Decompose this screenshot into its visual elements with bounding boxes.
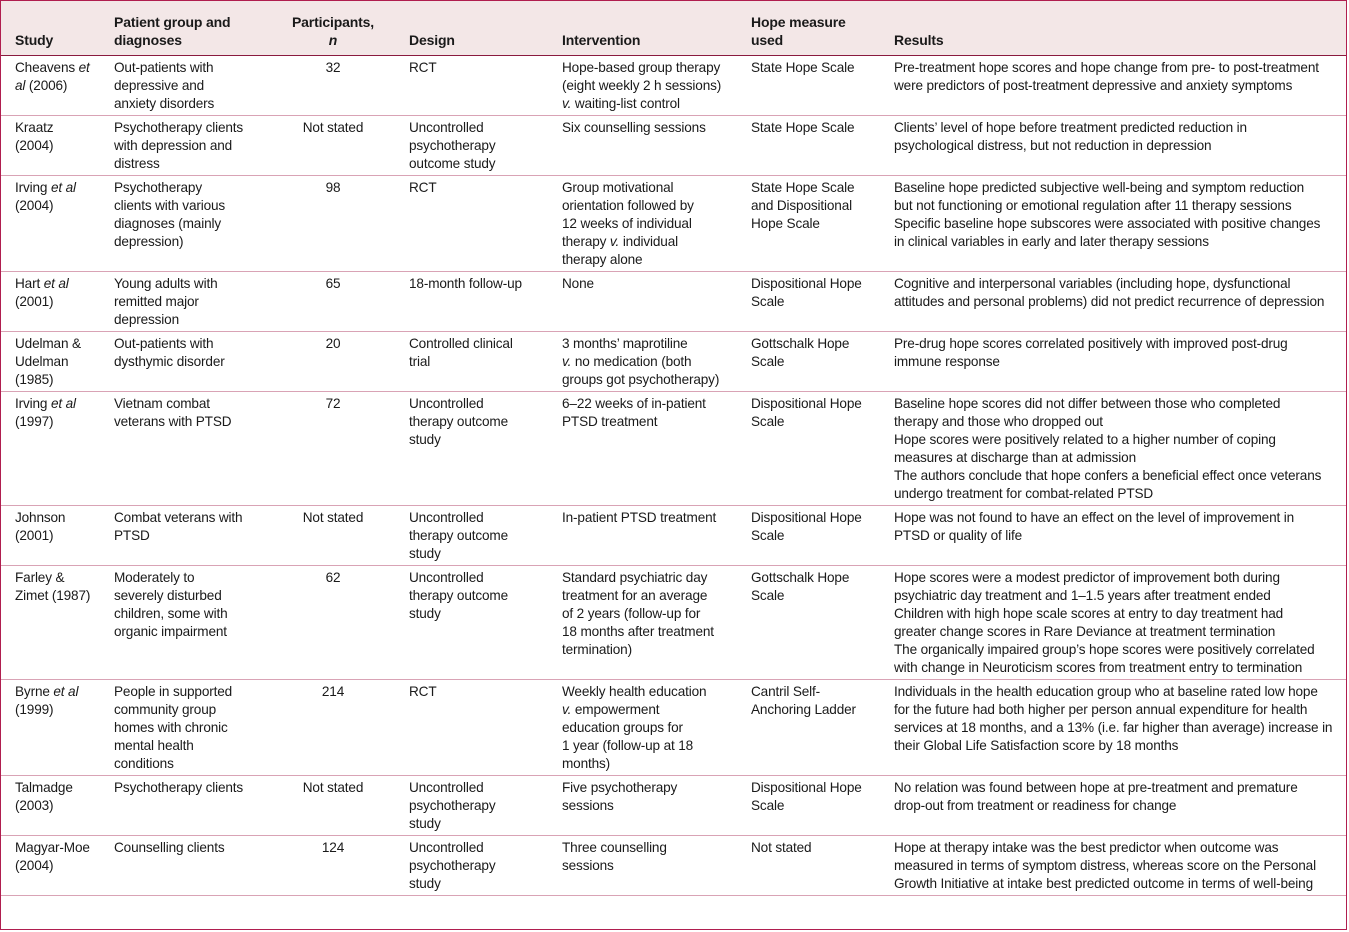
cell-design bbox=[395, 116, 548, 176]
cell-participants-line: 20 bbox=[325, 336, 341, 351]
cell-patients bbox=[100, 332, 271, 392]
cell-patients-line: depressive and bbox=[114, 78, 205, 93]
cell-measure-line: Dispositional Hope bbox=[751, 780, 862, 795]
cell-participants-line: 72 bbox=[325, 396, 341, 411]
cell-results bbox=[880, 506, 1346, 566]
cell-patients-line: organic impairment bbox=[114, 624, 227, 639]
table-row bbox=[1, 116, 1346, 176]
cell-intervention-line: sessions bbox=[562, 858, 614, 873]
cell-intervention bbox=[548, 776, 737, 836]
cell-results-line: undergo treatment for combat-related PTSD bbox=[894, 486, 1154, 501]
cell-results-line: were predictors of post-treatment depressive and anxiety symptoms bbox=[894, 78, 1293, 93]
cell-results-line: Specific baseline hope subscores were associated with positive changes bbox=[894, 216, 1321, 231]
cell-results-line: Growth Initiative at intake best predicted outcome in terms of well-being bbox=[894, 876, 1313, 891]
cell-intervention bbox=[548, 56, 737, 116]
cell-measure bbox=[737, 506, 880, 566]
cell-measure-line: Anchoring Ladder bbox=[751, 702, 856, 717]
table-row bbox=[1, 392, 1346, 506]
cell-design-line: RCT bbox=[409, 180, 437, 195]
cell-participants-line: Not stated bbox=[302, 510, 364, 525]
cell-intervention-line: Standard psychiatric day bbox=[562, 570, 708, 585]
cell-participants bbox=[271, 506, 395, 566]
cell-patients-line: diagnoses (mainly bbox=[114, 216, 222, 231]
cell-intervention bbox=[548, 116, 737, 176]
cell-intervention-line: Three counselling bbox=[562, 840, 667, 855]
cell-measure bbox=[737, 116, 880, 176]
cell-study-line: Talmadge bbox=[15, 780, 73, 795]
cell-patients-line: community group bbox=[114, 702, 217, 717]
cell-patients-line: veterans with PTSD bbox=[114, 414, 232, 429]
cell-design-line: therapy outcome bbox=[409, 528, 509, 543]
cell-measure-line: Gottschalk Hope bbox=[751, 336, 850, 351]
cell-patients-line: Out-patients with bbox=[114, 60, 214, 75]
cell-results-line: but not functioning or emotional regulation after 11 therapy sessions bbox=[894, 198, 1292, 213]
table-row bbox=[1, 836, 1346, 896]
cell-patients-line: distress bbox=[114, 156, 160, 171]
cell-study-line: Zimet (1987) bbox=[15, 588, 91, 603]
table-row bbox=[1, 566, 1346, 680]
cell-patients-line: depression) bbox=[114, 234, 184, 249]
cell-intervention-line: treatment for an average bbox=[562, 588, 708, 603]
cell-results-line: Hope at therapy intake was the best predictor when outcome was bbox=[894, 840, 1279, 855]
cell-intervention-line: 3 months’ maprotiline bbox=[562, 336, 688, 351]
cell-design bbox=[395, 680, 548, 776]
cell-intervention-line: Six counselling sessions bbox=[562, 120, 706, 135]
cell-study-line: (1999) bbox=[15, 702, 54, 717]
cell-results bbox=[880, 836, 1346, 896]
cell-design-line: therapy outcome bbox=[409, 588, 509, 603]
cell-design bbox=[395, 836, 548, 896]
cell-participants bbox=[271, 680, 395, 776]
cell-results bbox=[880, 566, 1346, 680]
cell-study-line: Irving et al bbox=[15, 396, 76, 411]
table-row bbox=[1, 776, 1346, 836]
cell-results bbox=[880, 176, 1346, 272]
cell-design-line: Uncontrolled bbox=[409, 510, 484, 525]
cell-study bbox=[1, 272, 100, 332]
cell-results-line: The authors conclude that hope confers a beneficial effect once veterans bbox=[894, 468, 1322, 483]
cell-patients-line: Moderately to bbox=[114, 570, 195, 585]
cell-patients-line: homes with chronic bbox=[114, 720, 228, 735]
cell-participants bbox=[271, 116, 395, 176]
cell-intervention bbox=[548, 176, 737, 272]
cell-intervention-line: orientation followed by bbox=[562, 198, 694, 213]
cell-results-line: Pre-treatment hope scores and hope change from pre- to post-treatment bbox=[894, 60, 1319, 75]
cell-patients-line: Vietnam combat bbox=[114, 396, 210, 411]
cell-intervention bbox=[548, 506, 737, 566]
cell-study-line: (1997) bbox=[15, 414, 54, 429]
cell-design-line: Uncontrolled bbox=[409, 780, 484, 795]
cell-study-line: (2004) bbox=[15, 858, 54, 873]
cell-intervention-line: of 2 years (follow-up for bbox=[562, 606, 701, 621]
cell-study bbox=[1, 176, 100, 272]
cell-study-line: Cheavens et bbox=[15, 60, 90, 75]
cell-patients-line: PTSD bbox=[114, 528, 150, 543]
table-row bbox=[1, 56, 1346, 116]
cell-measure bbox=[737, 566, 880, 680]
cell-design-line: RCT bbox=[409, 60, 437, 75]
cell-intervention-line: sessions bbox=[562, 798, 614, 813]
cell-measure bbox=[737, 392, 880, 506]
cell-intervention-line: months) bbox=[562, 756, 611, 771]
table-row bbox=[1, 176, 1346, 272]
cell-intervention bbox=[548, 272, 737, 332]
cell-study-line: (2001) bbox=[15, 294, 54, 309]
cell-participants-line: Not stated bbox=[302, 780, 364, 795]
cell-intervention-line: 18 months after treatment bbox=[562, 624, 714, 639]
cell-measure bbox=[737, 680, 880, 776]
cell-measure-line: Gottschalk Hope bbox=[751, 570, 850, 585]
cell-results-line: Baseline hope scores did not differ between those who completed bbox=[894, 396, 1281, 411]
cell-intervention-line: Weekly health education bbox=[562, 684, 707, 699]
cell-patients-line: Psychotherapy clients bbox=[114, 780, 244, 795]
cell-results-line: in clinical variables in early and later therapy sessions bbox=[894, 234, 1209, 249]
cell-design-line: Controlled clinical bbox=[409, 336, 513, 351]
cell-results-line: Hope was not found to have an effect on the level of improvement in bbox=[894, 510, 1295, 525]
cell-patients-line: People in supported bbox=[114, 684, 233, 699]
cell-design bbox=[395, 776, 548, 836]
cell-study-line: al (2006) bbox=[15, 78, 68, 93]
cell-intervention-line: groups got psychotherapy) bbox=[562, 372, 720, 387]
cell-design-line: study bbox=[409, 876, 441, 891]
cell-design bbox=[395, 56, 548, 116]
cell-design bbox=[395, 392, 548, 506]
cell-results-line: immune response bbox=[894, 354, 1000, 369]
cell-results bbox=[880, 332, 1346, 392]
cell-measure bbox=[737, 272, 880, 332]
cell-patients-line: Out-patients with bbox=[114, 336, 214, 351]
cell-design-line: psychotherapy bbox=[409, 138, 496, 153]
cell-patients-line: conditions bbox=[114, 756, 174, 771]
cell-intervention bbox=[548, 332, 737, 392]
cell-participants-line: 214 bbox=[321, 684, 345, 699]
cell-design-line: trial bbox=[409, 354, 431, 369]
cell-measure-line: Cantril Self- bbox=[751, 684, 821, 699]
cell-results-line: Hope scores were a modest predictor of improvement both during bbox=[894, 570, 1280, 585]
cell-measure-line: Scale bbox=[751, 588, 785, 603]
cell-study-line: Farley & bbox=[15, 570, 65, 585]
cell-measure bbox=[737, 176, 880, 272]
cell-intervention-line: In-patient PTSD treatment bbox=[562, 510, 717, 525]
cell-study-line: Irving et al bbox=[15, 180, 76, 195]
cell-patients-line: Counselling clients bbox=[114, 840, 225, 855]
cell-design-line: study bbox=[409, 816, 441, 831]
cell-study-line: Udelman bbox=[15, 354, 69, 369]
cell-measure bbox=[737, 56, 880, 116]
cell-results-line: Cognitive and interpersonal variables (including hope, dysfunctional bbox=[894, 276, 1291, 291]
cell-results-line: with change in Neuroticism scores from treatment entry to termination bbox=[894, 660, 1303, 675]
cell-measure-line: and Dispositional bbox=[751, 198, 852, 213]
header-intervention: Intervention bbox=[548, 1, 737, 56]
cell-results-line: for the future had both higher per person annual expenditure for health bbox=[894, 702, 1308, 717]
table-row bbox=[1, 332, 1346, 392]
cell-measure-line: Dispositional Hope bbox=[751, 276, 862, 291]
cell-participants bbox=[271, 392, 395, 506]
cell-results-line: therapy and those who dropped out bbox=[894, 414, 1103, 429]
cell-measure-line: Scale bbox=[751, 528, 785, 543]
cell-intervention-line: 1 year (follow-up at 18 bbox=[562, 738, 694, 753]
cell-study bbox=[1, 680, 100, 776]
cell-results-line: psychological distress, but not reduction in depression bbox=[894, 138, 1212, 153]
cell-measure bbox=[737, 332, 880, 392]
cell-measure-line: Dispositional Hope bbox=[751, 396, 862, 411]
cell-participants bbox=[271, 272, 395, 332]
cell-measure-line: Scale bbox=[751, 414, 785, 429]
cell-measure-line: Hope Scale bbox=[751, 216, 820, 231]
cell-participants bbox=[271, 176, 395, 272]
cell-participants bbox=[271, 566, 395, 680]
cell-patients-line: Psychotherapy clients bbox=[114, 120, 244, 135]
cell-patients bbox=[100, 272, 271, 332]
cell-intervention-line: 6–22 weeks of in-patient bbox=[562, 396, 706, 411]
cell-intervention bbox=[548, 836, 737, 896]
header-patients: Patient group and diagnoses bbox=[100, 1, 271, 56]
cell-results-line: PTSD or quality of life bbox=[894, 528, 1023, 543]
cell-patients bbox=[100, 836, 271, 896]
cell-results-line: greater change scores in Rare Deviance at treatment termination bbox=[894, 624, 1276, 639]
cell-intervention bbox=[548, 392, 737, 506]
cell-patients-line: severely disturbed bbox=[114, 588, 222, 603]
cell-intervention-line: v. no medication (both bbox=[562, 354, 692, 369]
cell-results-line: Hope scores were positively related to a higher number of coping bbox=[894, 432, 1276, 447]
cell-design bbox=[395, 176, 548, 272]
cell-design-line: therapy outcome bbox=[409, 414, 509, 429]
cell-measure-line: State Hope Scale bbox=[751, 120, 855, 135]
cell-intervention-line: None bbox=[562, 276, 594, 291]
cell-patients bbox=[100, 506, 271, 566]
cell-design-line: outcome study bbox=[409, 156, 496, 171]
header-row bbox=[1, 1, 1346, 56]
cell-study-line: Magyar-Moe bbox=[15, 840, 90, 855]
cell-study bbox=[1, 836, 100, 896]
cell-patients bbox=[100, 56, 271, 116]
cell-study-line: Kraatz (2004) bbox=[15, 120, 54, 153]
cell-patients-line: anxiety disorders bbox=[114, 96, 215, 111]
table-row bbox=[1, 506, 1346, 566]
cell-results bbox=[880, 392, 1346, 506]
cell-patients bbox=[100, 680, 271, 776]
cell-patients-line: depression bbox=[114, 312, 180, 327]
cell-results-line: their Global Life Satisfaction score by 18 months bbox=[894, 738, 1179, 753]
cell-design-line: Uncontrolled bbox=[409, 570, 484, 585]
cell-patients bbox=[100, 116, 271, 176]
cell-results-line: Individuals in the health education group who at baseline rated low hope bbox=[894, 684, 1318, 699]
cell-results-line: measures at discharge than at admission bbox=[894, 450, 1136, 465]
cell-patients bbox=[100, 392, 271, 506]
cell-participants-line: 65 bbox=[325, 276, 341, 291]
cell-study bbox=[1, 566, 100, 680]
cell-study bbox=[1, 506, 100, 566]
cell-study bbox=[1, 776, 100, 836]
cell-results-line: Clients’ level of hope before treatment predicted reduction in bbox=[894, 120, 1247, 135]
cell-intervention-line: Five psychotherapy bbox=[562, 780, 678, 795]
cell-design-line: study bbox=[409, 546, 441, 561]
cell-patients-line: children, some with bbox=[114, 606, 228, 621]
cell-measure-line: Scale bbox=[751, 798, 785, 813]
cell-participants-line: 124 bbox=[321, 840, 345, 855]
cell-measure-line: State Hope Scale bbox=[751, 180, 855, 195]
cell-patients-line: Combat veterans with bbox=[114, 510, 243, 525]
cell-design bbox=[395, 332, 548, 392]
cell-design-line: psychotherapy bbox=[409, 858, 496, 873]
cell-patients-line: Young adults with bbox=[114, 276, 218, 291]
cell-intervention-line: v. waiting-list control bbox=[562, 96, 680, 111]
cell-participants bbox=[271, 776, 395, 836]
cell-patients bbox=[100, 176, 271, 272]
cell-results bbox=[880, 272, 1346, 332]
cell-design bbox=[395, 272, 548, 332]
cell-design-line: study bbox=[409, 432, 441, 447]
cell-measure bbox=[737, 776, 880, 836]
cell-intervention bbox=[548, 680, 737, 776]
cell-study bbox=[1, 116, 100, 176]
cell-results-line: Baseline hope predicted subjective well-being and symptom reduction bbox=[894, 180, 1305, 195]
cell-study-line: Udelman & bbox=[15, 336, 81, 351]
cell-patients-line: remitted major bbox=[114, 294, 199, 309]
cell-results-line: drop-out from treatment or readiness for change bbox=[894, 798, 1177, 813]
cell-intervention-line: termination) bbox=[562, 642, 632, 657]
cell-measure-line: State Hope Scale bbox=[751, 60, 855, 75]
cell-results-line: No relation was found between hope at pre-treatment and premature bbox=[894, 780, 1298, 795]
studies-table bbox=[1, 1, 1346, 896]
cell-participants bbox=[271, 332, 395, 392]
cell-intervention bbox=[548, 566, 737, 680]
cell-measure-line: Not stated bbox=[751, 840, 812, 855]
cell-design-line: Uncontrolled bbox=[409, 840, 484, 855]
cell-patients-line: clients with various bbox=[114, 198, 226, 213]
cell-study-line: (2004) bbox=[15, 198, 54, 213]
cell-results-line: measured in terms of symptom distress, whereas score on the Personal bbox=[894, 858, 1316, 873]
cell-patients-line: mental health bbox=[114, 738, 194, 753]
cell-results bbox=[880, 776, 1346, 836]
cell-intervention-line: Group motivational bbox=[562, 180, 674, 195]
cell-study-line: Hart et al bbox=[15, 276, 69, 291]
header-results: Results bbox=[880, 1, 1346, 56]
cell-results-line: Children with high hope scale scores at entry to day treatment had bbox=[894, 606, 1284, 621]
cell-intervention-line: 12 weeks of individual bbox=[562, 216, 692, 231]
cell-measure-line: Scale bbox=[751, 294, 785, 309]
cell-intervention-line: (eight weekly 2 h sessions) bbox=[562, 78, 722, 93]
cell-results bbox=[880, 680, 1346, 776]
cell-results bbox=[880, 116, 1346, 176]
cell-design-line: psychotherapy bbox=[409, 798, 496, 813]
cell-results-line: services at 18 months, and a 13% (i.e. far higher than average) increase in bbox=[894, 720, 1333, 735]
cell-intervention-line: v. empowerment bbox=[562, 702, 660, 717]
cell-results-line: psychiatric day treatment and 1–1.5 years after treatment ended bbox=[894, 588, 1271, 603]
cell-patients-line: Psychotherapy bbox=[114, 180, 202, 195]
cell-study-line: Johnson bbox=[15, 510, 66, 525]
cell-design-line: Uncontrolled bbox=[409, 120, 484, 135]
cell-study-line: Byrne et al bbox=[15, 684, 79, 699]
header-design: Design bbox=[395, 1, 548, 56]
header-study: Study bbox=[1, 1, 100, 56]
cell-results-line: attitudes and personal problems) did not predict recurrence of depression bbox=[894, 294, 1325, 309]
cell-patients bbox=[100, 776, 271, 836]
cell-design bbox=[395, 506, 548, 566]
cell-study-line: (2001) bbox=[15, 528, 54, 543]
cell-participants-line: 32 bbox=[325, 60, 341, 75]
cell-participants-line: 98 bbox=[325, 180, 341, 195]
cell-design-line: Uncontrolled bbox=[409, 396, 484, 411]
cell-study bbox=[1, 56, 100, 116]
cell-design-line: 18-month follow-up bbox=[409, 276, 522, 291]
cell-patients-line: with depression and bbox=[114, 138, 233, 153]
cell-study-line: (2003) bbox=[15, 798, 54, 813]
cell-intervention-line: education groups for bbox=[562, 720, 683, 735]
cell-study bbox=[1, 392, 100, 506]
cell-participants bbox=[271, 836, 395, 896]
cell-patients-line: dysthymic disorder bbox=[114, 354, 225, 369]
cell-intervention-line: Hope-based group therapy bbox=[562, 60, 721, 75]
table-row bbox=[1, 680, 1346, 776]
cell-design-line: RCT bbox=[409, 684, 437, 699]
cell-intervention-line: therapy v. individual bbox=[562, 234, 678, 249]
cell-study-line: (1985) bbox=[15, 372, 54, 387]
cell-patients bbox=[100, 566, 271, 680]
cell-participants-line: Not stated bbox=[302, 120, 364, 135]
cell-results-line: The organically impaired group’s hope scores were positively correlated bbox=[894, 642, 1315, 657]
cell-results-line: Pre-drug hope scores correlated positively with improved post-drug bbox=[894, 336, 1288, 351]
header-measure: Hope measure used bbox=[737, 1, 880, 56]
cell-results bbox=[880, 56, 1346, 116]
cell-measure-line: Scale bbox=[751, 354, 785, 369]
cell-design-line: study bbox=[409, 606, 441, 621]
cell-design bbox=[395, 566, 548, 680]
cell-study bbox=[1, 332, 100, 392]
cell-intervention-line: therapy alone bbox=[562, 252, 643, 267]
cell-intervention-line: PTSD treatment bbox=[562, 414, 658, 429]
cell-measure bbox=[737, 836, 880, 896]
header-participants: Participants, n bbox=[271, 1, 395, 56]
cell-participants-line: 62 bbox=[325, 570, 341, 585]
table-row bbox=[1, 272, 1346, 332]
cell-measure-line: Dispositional Hope bbox=[751, 510, 862, 525]
cell-participants bbox=[271, 56, 395, 116]
